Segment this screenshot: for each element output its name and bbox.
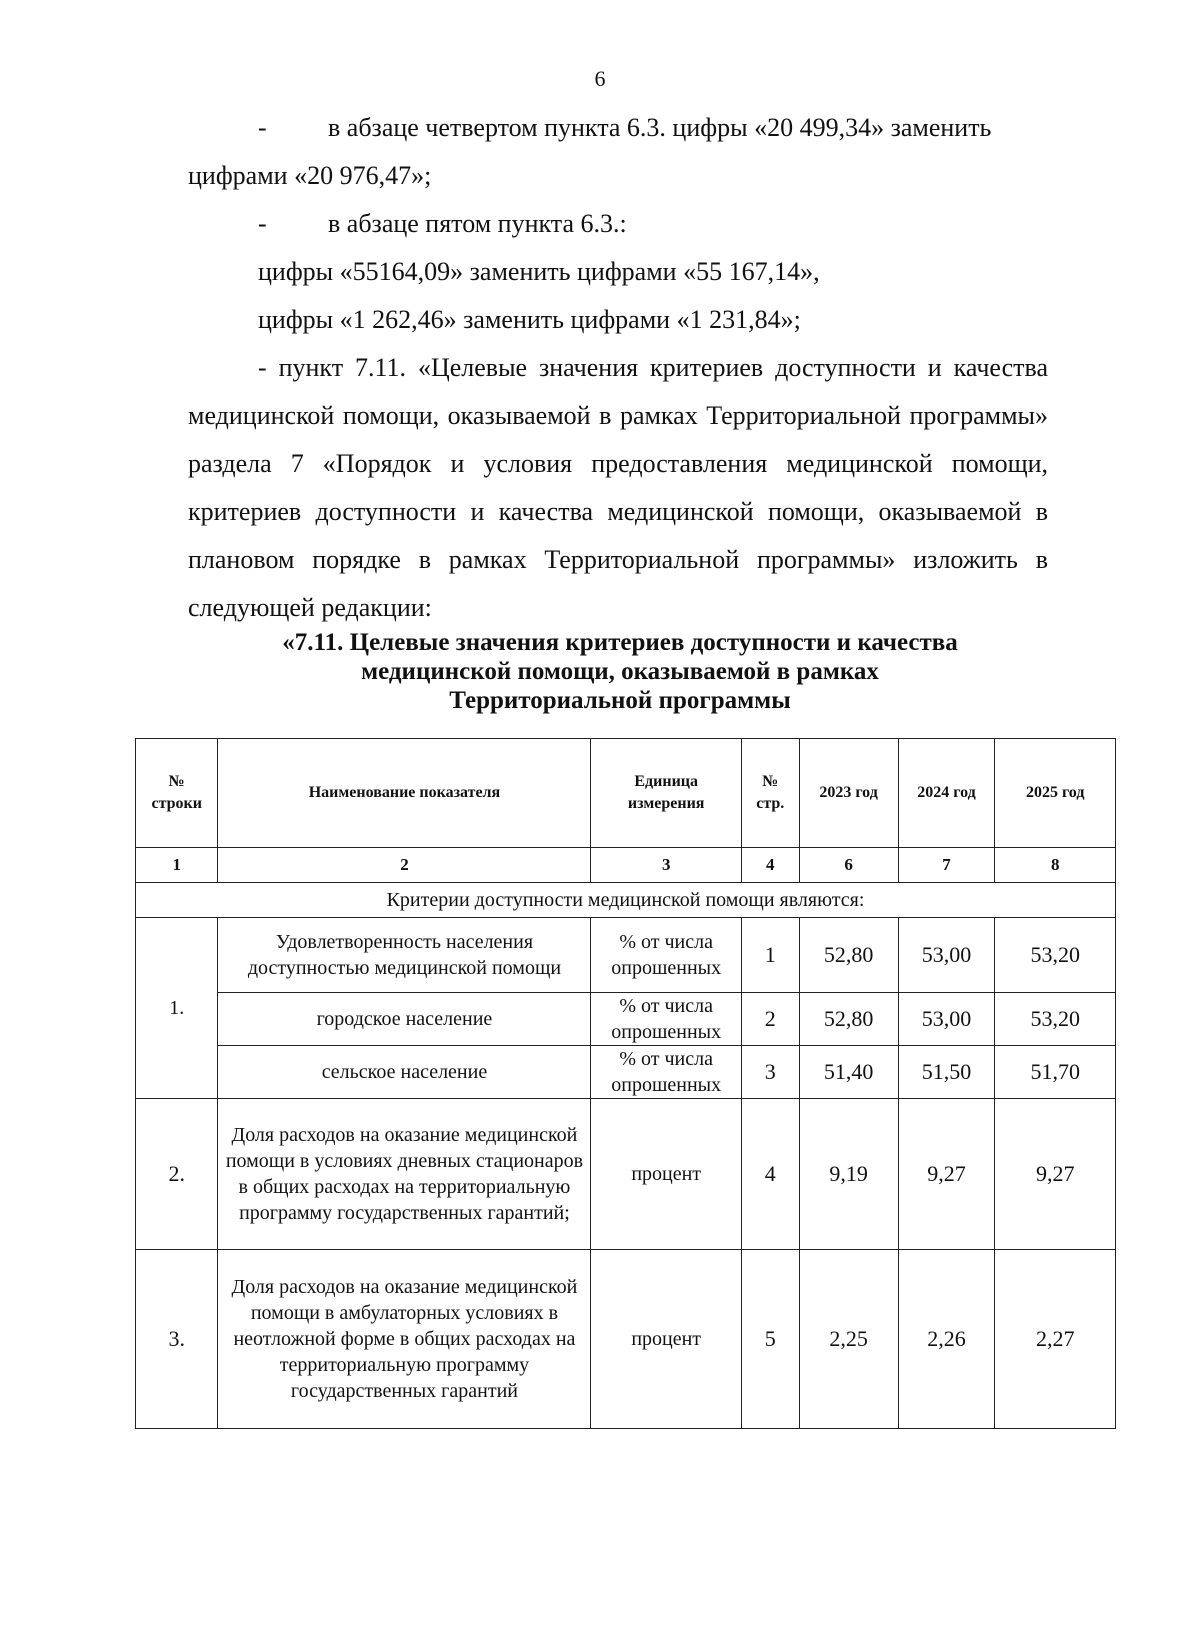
value-2024: 9,27: [898, 1099, 995, 1250]
section-label: Критерии доступности медицинской помощи являются:: [136, 883, 1116, 918]
section-title-line-3: Территориальной программы: [449, 687, 791, 714]
row-number: 1.: [136, 918, 218, 1099]
value-2025: 53,20: [995, 993, 1116, 1046]
indicator-name: Доля расходов на оказание медицинской помощи в условиях дневных стационаров в общих расходах на территориальную программу государственных гарантий;: [218, 1099, 591, 1250]
table-row: [136, 1046, 1116, 1099]
body-text: [188, 104, 1048, 632]
line-number: 3: [741, 1046, 799, 1099]
header-indicator-name: Наименование показателя: [218, 739, 591, 848]
value-2025: 53,20: [995, 918, 1116, 993]
indicator-name: Доля расходов на оказание медицинской помощи в амбулаторных условиях в неотложной форме в общих расходах на территориальную программу государственных гарантий: [218, 1250, 591, 1429]
header-2025: 2025 год: [995, 739, 1116, 848]
table-row: [136, 993, 1116, 1046]
section-title-line-2: медицинской помощи, оказываемой в рамках: [361, 658, 879, 685]
column-number: 8: [995, 848, 1116, 883]
value-2023: 2,25: [799, 1250, 898, 1429]
paragraph-2: [188, 200, 1048, 248]
paragraph-1-line-1: в абзаце четвертом пункта 6.3. цифры «20 499,34» заменить: [328, 113, 992, 142]
dash-bullet: -: [258, 209, 267, 238]
section-title: [160, 628, 1080, 715]
value-2025: 2,27: [995, 1250, 1116, 1429]
header-row-number: № строки: [136, 739, 218, 848]
paragraph-1-line-2: цифрами «20 976,47»;: [188, 161, 432, 190]
unit: % от числа опрошенных: [591, 993, 741, 1046]
page-number: 6: [594, 66, 606, 91]
paragraph-2-text: в абзаце пятом пункта 6.3.:: [328, 209, 627, 238]
value-2023: 52,80: [799, 993, 898, 1046]
table-row: [136, 1099, 1116, 1250]
column-number: 3: [591, 848, 741, 883]
header-line-number: № стр.: [741, 739, 799, 848]
paragraph-5: - пункт 7.11. «Целевые значения критериев доступности и качества медицинской помощи, оказываемой в рамках Территориальной программы» раздела 7 «Порядок и условия предоставления медицинской помощи, критериев доступности и качества медицинской помощи, оказываемой в плановом порядке в рамках Территориальной программы» изложить в следующей редакции:: [188, 353, 1048, 622]
header-2023: 2023 год: [799, 739, 898, 848]
section-title-line-1: «7.11. Целевые значения критериев доступности и качества: [282, 629, 958, 656]
line-number: 2: [741, 993, 799, 1046]
column-number: 1: [136, 848, 218, 883]
value-2023: 51,40: [799, 1046, 898, 1099]
table-header-row: [136, 739, 1116, 848]
value-2023: 52,80: [799, 918, 898, 993]
table-row: [136, 1250, 1116, 1429]
header-unit: Единица измерения: [591, 739, 741, 848]
header-2024: 2024 год: [898, 739, 995, 848]
value-2024: 51,50: [898, 1046, 995, 1099]
indicator-name: Удовлетворенность населения доступностью медицинской помощи: [218, 918, 591, 993]
value-2023: 9,19: [799, 1099, 898, 1250]
column-number: 6: [799, 848, 898, 883]
column-number: 2: [218, 848, 591, 883]
column-number-row: [136, 848, 1116, 883]
unit: процент: [591, 1099, 741, 1250]
value-2025: 51,70: [995, 1046, 1116, 1099]
row-number: 3.: [136, 1250, 218, 1429]
table-row: [136, 918, 1116, 993]
value-2025: 9,27: [995, 1099, 1116, 1250]
section-label-row: [136, 883, 1116, 918]
line-number: 4: [741, 1099, 799, 1250]
unit: % от числа опрошенных: [591, 1046, 741, 1099]
column-number: 4: [741, 848, 799, 883]
unit: процент: [591, 1250, 741, 1429]
dash-bullet: -: [258, 113, 267, 142]
paragraph-3: цифры «55164,09» заменить цифрами «55 167,14»,: [258, 257, 820, 286]
line-number: 5: [741, 1250, 799, 1429]
value-2024: 53,00: [898, 918, 995, 993]
indicator-name: сельское население: [218, 1046, 591, 1099]
paragraph-4: цифры «1 262,46» заменить цифрами «1 231,84»;: [258, 305, 801, 334]
indicator-name: городское население: [218, 993, 591, 1046]
value-2024: 53,00: [898, 993, 995, 1046]
criteria-table: [135, 738, 1116, 1429]
column-number: 7: [898, 848, 995, 883]
value-2024: 2,26: [898, 1250, 995, 1429]
paragraph-1: [188, 104, 1048, 152]
unit: % от числа опрошенных: [591, 918, 741, 993]
row-number: 2.: [136, 1099, 218, 1250]
line-number: 1: [741, 918, 799, 993]
